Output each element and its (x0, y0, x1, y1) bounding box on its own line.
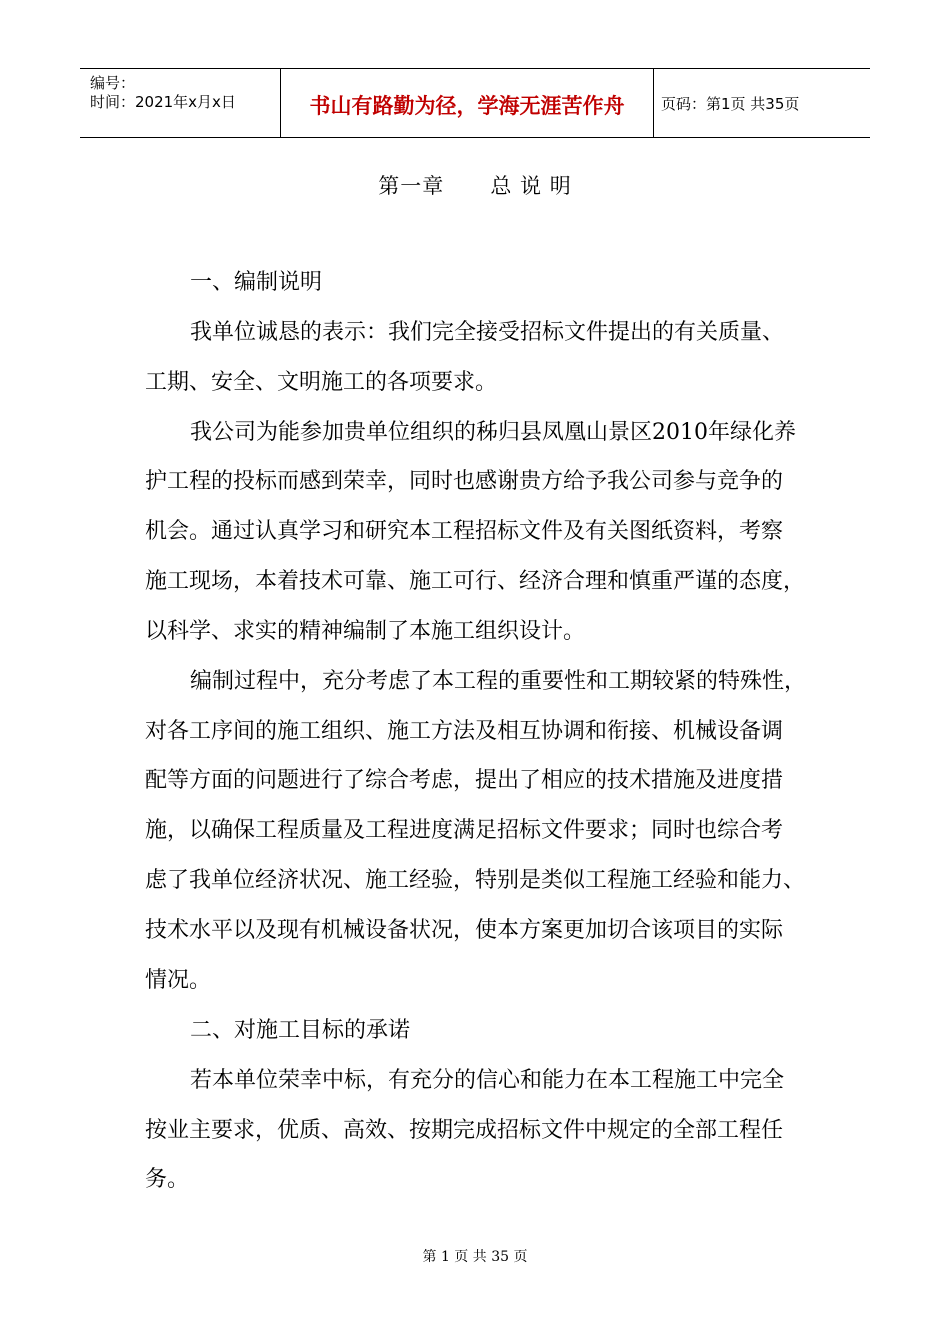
paragraph-line: 虑了我单位经济状况、施工经验，特别是类似工程施工经验和能力、 (145, 868, 806, 893)
header-motto-cell (280, 69, 654, 137)
paragraph-line: 若本单位荣幸中标，有充分的信心和能力在本工程施工中完全 (190, 1068, 785, 1093)
paragraph-line: 情况。 (145, 968, 212, 993)
paragraph-line: 对各工序间的施工组织、施工方法及相互协调和衔接、机械设备调 (145, 719, 784, 744)
header-page-info: 页码：第1页 共35页 (661, 95, 800, 113)
document-date-label: 时间：2021年x月x日 (90, 93, 236, 111)
paragraph-line: 工期、安全、文明施工的各项要求。 (145, 370, 498, 395)
document-number-label: 编号： (90, 74, 136, 92)
header-meta-cell (80, 69, 280, 137)
paragraph-line: 编制过程中，充分考虑了本工程的重要性和工期较紧的特殊性， (190, 669, 807, 694)
paragraph-line: 施，以确保工程质量及工程进度满足招标文件要求；同时也综合考 (145, 818, 784, 843)
paragraph-line: 以科学、求实的精神编制了本施工组织设计。 (145, 619, 586, 644)
paragraph-line: 施工现场，本着技术可靠、施工可行、经济合理和慎重严谨的态度， (145, 569, 806, 594)
paragraph-line: 我单位诚恳的表示：我们完全接受招标文件提出的有关质量、 (190, 320, 785, 345)
section-heading: 一、编制说明 (190, 270, 323, 295)
paragraph-line: 机会。通过认真学习和研究本工程招标文件及有关图纸资料，考察 (145, 519, 784, 544)
section-heading: 二、对施工目标的承诺 (190, 1018, 411, 1043)
paragraph-line: 技术水平以及现有机械设备状况，使本方案更加切合该项目的实际 (145, 918, 784, 943)
page-footer: 第 1 页 共 35 页 (422, 1249, 528, 1265)
paragraph-line: 配等方面的问题进行了综合考虑，提出了相应的技术措施及进度措 (145, 768, 784, 793)
header-motto: 书山有路勤为径，学海无涯苦作舟 (309, 94, 625, 118)
paragraph-line: 按业主要求，优质、高效、按期完成招标文件中规定的全部工程任 (145, 1118, 784, 1143)
paragraph-line: 务。 (145, 1167, 190, 1192)
paragraph-line: 护工程的投标而感到荣幸，同时也感谢贵方给予我公司参与竞争的 (145, 469, 784, 494)
chapter-title: 第一章 总 说 明 (378, 174, 572, 198)
page-header (80, 68, 870, 138)
paragraph-line: 我公司为能参加贵单位组织的秭归县凤凰山景区2010年绿化养 (190, 420, 796, 445)
header-page-cell (653, 69, 870, 137)
